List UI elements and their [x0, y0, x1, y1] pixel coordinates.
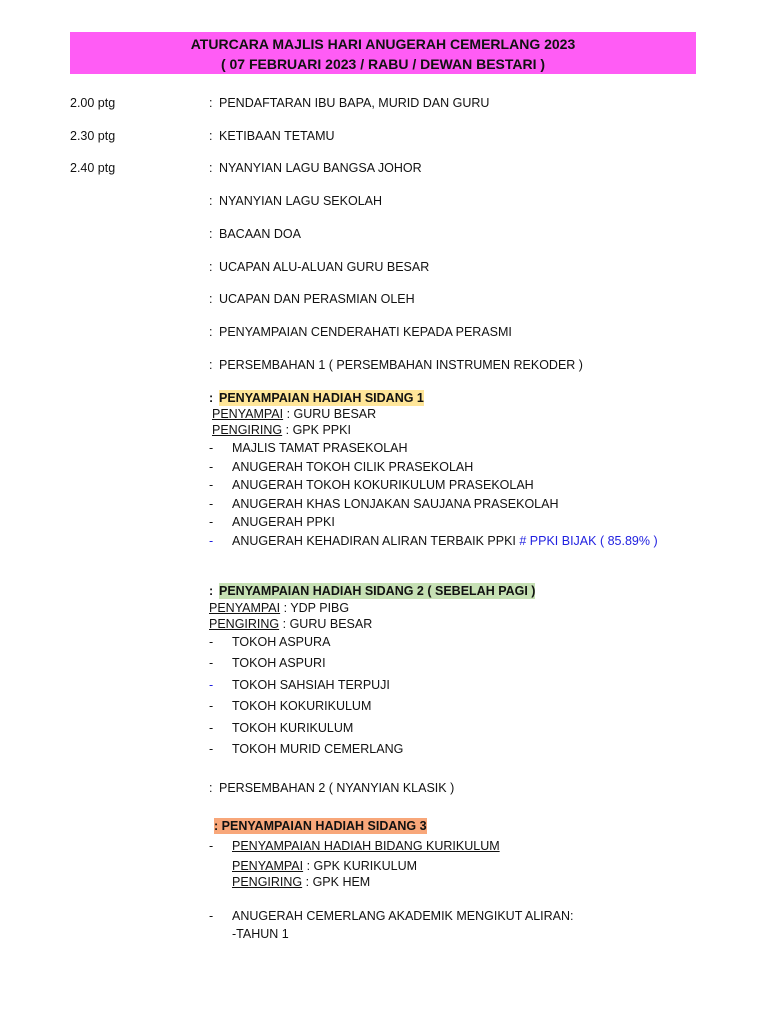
bullet-dash: -	[209, 721, 214, 735]
item-4: NYANYIAN LAGU SEKOLAH	[219, 194, 383, 208]
item-9: PERSEMBAHAN 1 ( PERSEMBAHAN INSTRUMEN REKODER )	[219, 358, 583, 372]
sidang2-item: TOKOH KURIKULUM	[232, 721, 354, 735]
sidang3-pengiring	[232, 874, 370, 890]
time-1: 2.00 ptg	[70, 96, 116, 110]
sidang1-item: MAJLIS TAMAT PRASEKOLAH	[232, 441, 408, 455]
sidang1-item: ANUGERAH TOKOH CILIK PRASEKOLAH	[232, 460, 474, 474]
sidang1-penyampai	[212, 406, 376, 422]
sidang3-title: PENYAMPAIAN HADIAH SIDANG 3	[221, 819, 427, 833]
penyampai-value: : YDP PIBG	[280, 601, 350, 615]
sidang2-item: TOKOH ASPURI	[232, 656, 326, 670]
sidang3-title-wrap	[214, 818, 427, 834]
bullet-dash: -	[209, 839, 214, 853]
item-7: UCAPAN DAN PERASMIAN OLEH	[219, 292, 415, 306]
colon: :	[209, 227, 213, 241]
colon: :	[214, 819, 219, 833]
colon: :	[209, 325, 213, 339]
sidang2-item: TOKOH ASPURA	[232, 635, 331, 649]
title-line-2: ( 07 FEBRUARI 2023 / RABU / DEWAN BESTARI )	[220, 56, 546, 72]
pengiring-label: PENGIRING	[209, 617, 280, 631]
document-title	[70, 32, 696, 74]
pengiring-label: PENGIRING	[232, 875, 303, 889]
sidang2-title: PENYAMPAIAN HADIAH SIDANG 2 ( SEBELAH PAGI )	[219, 584, 536, 598]
item-1: PENDAFTARAN IBU BAPA, MURID DAN GURU	[219, 96, 490, 110]
colon: :	[209, 161, 213, 175]
bullet-dash: -	[209, 678, 214, 692]
bullet-dash: -	[209, 460, 214, 474]
bullet-dash: -	[209, 497, 214, 511]
sidang1-pengiring	[212, 422, 351, 438]
item-3: NYANYIAN LAGU BANGSA JOHOR	[219, 161, 422, 175]
sidang2-item: TOKOH MURID CEMERLANG	[232, 742, 404, 756]
sidang1-item-last	[232, 533, 658, 549]
time-3: 2.40 ptg	[70, 161, 116, 175]
sidang1-item-text: ANUGERAH KEHADIRAN ALIRAN TERBAIK PPKI	[232, 534, 516, 548]
sidang2-item: TOKOH SAHSIAH TERPUJI	[232, 678, 390, 692]
sidang2-pengiring	[209, 616, 372, 632]
item-6: UCAPAN ALU-ALUAN GURU BESAR	[219, 260, 430, 274]
bullet-dash: -	[209, 441, 214, 455]
ppki-bijak-note: # PPKI BIJAK ( 85.89% )	[519, 534, 658, 548]
colon: :	[209, 358, 213, 372]
sidang1-item: ANUGERAH PPKI	[232, 515, 335, 529]
bullet-dash: -	[209, 909, 214, 923]
colon: :	[209, 391, 214, 405]
colon: :	[209, 584, 214, 598]
colon: :	[209, 292, 213, 306]
pengiring-value: : GPK HEM	[302, 875, 371, 889]
sidang1-title: PENYAMPAIAN HADIAH SIDANG 1	[219, 391, 424, 405]
bullet-dash: -	[209, 534, 214, 548]
bullet-dash: -	[209, 515, 214, 529]
penyampai-label: PENYAMPAI	[232, 859, 304, 873]
sidang1-item: ANUGERAH KHAS LONJAKAN SAUJANA PRASEKOLAH	[232, 497, 559, 511]
colon: :	[209, 194, 213, 208]
bullet-dash: -	[209, 478, 214, 492]
penyampai-value: : GURU BESAR	[283, 407, 377, 421]
bullet-dash: -	[209, 742, 214, 756]
colon: :	[209, 781, 213, 795]
colon: :	[209, 96, 213, 110]
sidang3-item-2: ANUGERAH CEMERLANG AKADEMIK MENGIKUT ALIRAN:	[232, 909, 574, 923]
pengiring-value: : GURU BESAR	[279, 617, 373, 631]
bullet-dash: -	[209, 699, 214, 713]
penyampai-label: PENYAMPAI	[212, 407, 284, 421]
title-line-1: ATURCARA MAJLIS HARI ANUGERAH CEMERLANG 2023	[190, 36, 576, 52]
pengiring-value: : GPK PPKI	[282, 423, 351, 437]
sidang3-item-2-sub: -TAHUN 1	[232, 927, 289, 941]
penyampai-label: PENYAMPAI	[209, 601, 281, 615]
colon: :	[209, 129, 213, 143]
penyampai-value: : GPK KURIKULUM	[303, 859, 418, 873]
time-2: 2.30 ptg	[70, 129, 116, 143]
persembahan-2: PERSEMBAHAN 2 ( NYANYIAN KLASIK )	[219, 781, 455, 795]
pengiring-label: PENGIRING	[212, 423, 283, 437]
sidang3-item-1: PENYAMPAIAN HADIAH BIDANG KURIKULUM	[232, 839, 500, 853]
bullet-dash: -	[209, 656, 214, 670]
sidang2-penyampai	[209, 600, 349, 616]
bullet-dash: -	[209, 635, 214, 649]
sidang3-penyampai	[232, 858, 417, 874]
item-5: BACAAN DOA	[219, 227, 301, 241]
sidang2-item: TOKOH KOKURIKULUM	[232, 699, 372, 713]
sidang1-item: ANUGERAH TOKOH KOKURIKULUM PRASEKOLAH	[232, 478, 534, 492]
item-2: KETIBAAN TETAMU	[219, 129, 335, 143]
colon: :	[209, 260, 213, 274]
item-8: PENYAMPAIAN CENDERAHATI KEPADA PERASMI	[219, 325, 512, 339]
